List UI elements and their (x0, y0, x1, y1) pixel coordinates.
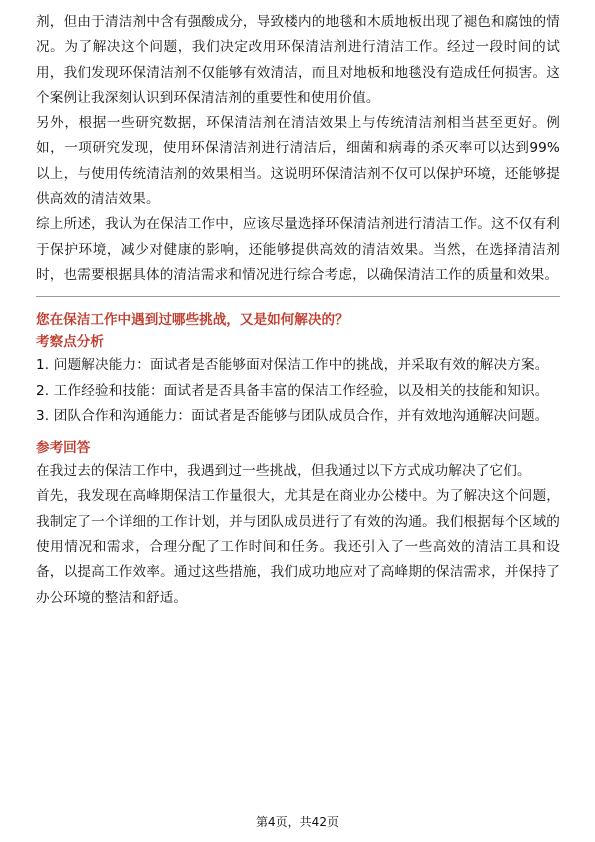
question-title: 您在保洁工作中遇到过哪些挑战，又是如何解决的？ (36, 312, 349, 329)
intro-paragraph-3: 综上所述，我认为在保洁工作中，应该尽量选择环保清洁剂进行清洁工作。这不仅有利于保护环境，减少对健康的影响，还能够提供高效的清洁效果。当然，在选择清洁剂时，也需要根据具体的清洁需求和情况进行综合考虑，以确保清洁工作的质量和效果。 (36, 216, 560, 283)
answer-heading: 参考回答 (36, 440, 91, 457)
spacer (36, 429, 560, 437)
analysis-item-2: 2. 工作经验和技能：面试者是否具备丰富的保洁工作经验，以及相关的技能和知识。 (36, 382, 549, 399)
answer-paragraph-1: 在我过去的保洁工作中，我遇到过一些挑战，但我通过以下方式成功解决了它们。 (36, 463, 531, 480)
page-number: 第4页，共42页 (256, 815, 339, 829)
answer-paragraph-2: 首先，我发现在高峰期保洁工作量很大，尤其是在商业办公楼中。为了解决这个问题，我制定了一个详细的工作计划，并与团队成员进行了有效的沟通。我们根据每个区域的使用情况和需求，合理分配了工作时间和任务。我还引入了一些高效的清洁工具和设备，以提高工作效率。通过这些措施，我们成功地应对了高峰期的保洁需求，并保持了办公环境的整洁和舒适。 (36, 488, 560, 606)
intro-paragraph-2: 另外，根据一些研究数据，环保清洁剂在清洁效果上与传统清洁剂相当甚至更好。例如，一项研究发现，使用环保清洁剂进行清洁后，细菌和病毒的杀灭率可以达到99%以上，与使用传统清洁剂的效果相当。这说明环保清洁剂不仅可以保护环境，还能够提供高效的清洁效果。 (36, 115, 560, 208)
analysis-item-3: 3. 团队合作和沟通能力：面试者是否能够与团队成员合作，并有效地沟通解决问题。 (36, 407, 549, 424)
analysis-item-1: 1. 问题解决能力：面试者是否能够面对保洁工作中的挑战，并采取有效的解决方案。 (36, 357, 549, 374)
section-divider (36, 296, 560, 297)
intro-paragraph-1: 剂，但由于清洁剂中含有强酸成分，导致楼内的地毯和木质地板出现了褪色和腐蚀的情况。为了解决这个问题，我们决定改用环保清洁剂进行清洁工作。经过一段时间的试用，我们发现环保清洁剂不仅能够有效清洁，而且对地板和地毯没有造成任何损害。这个案例让我深刻认识到环保清洁剂的重要性和使用价值。 (36, 14, 560, 106)
analysis-heading: 考察点分析 (36, 334, 104, 351)
page-content (36, 10, 560, 611)
